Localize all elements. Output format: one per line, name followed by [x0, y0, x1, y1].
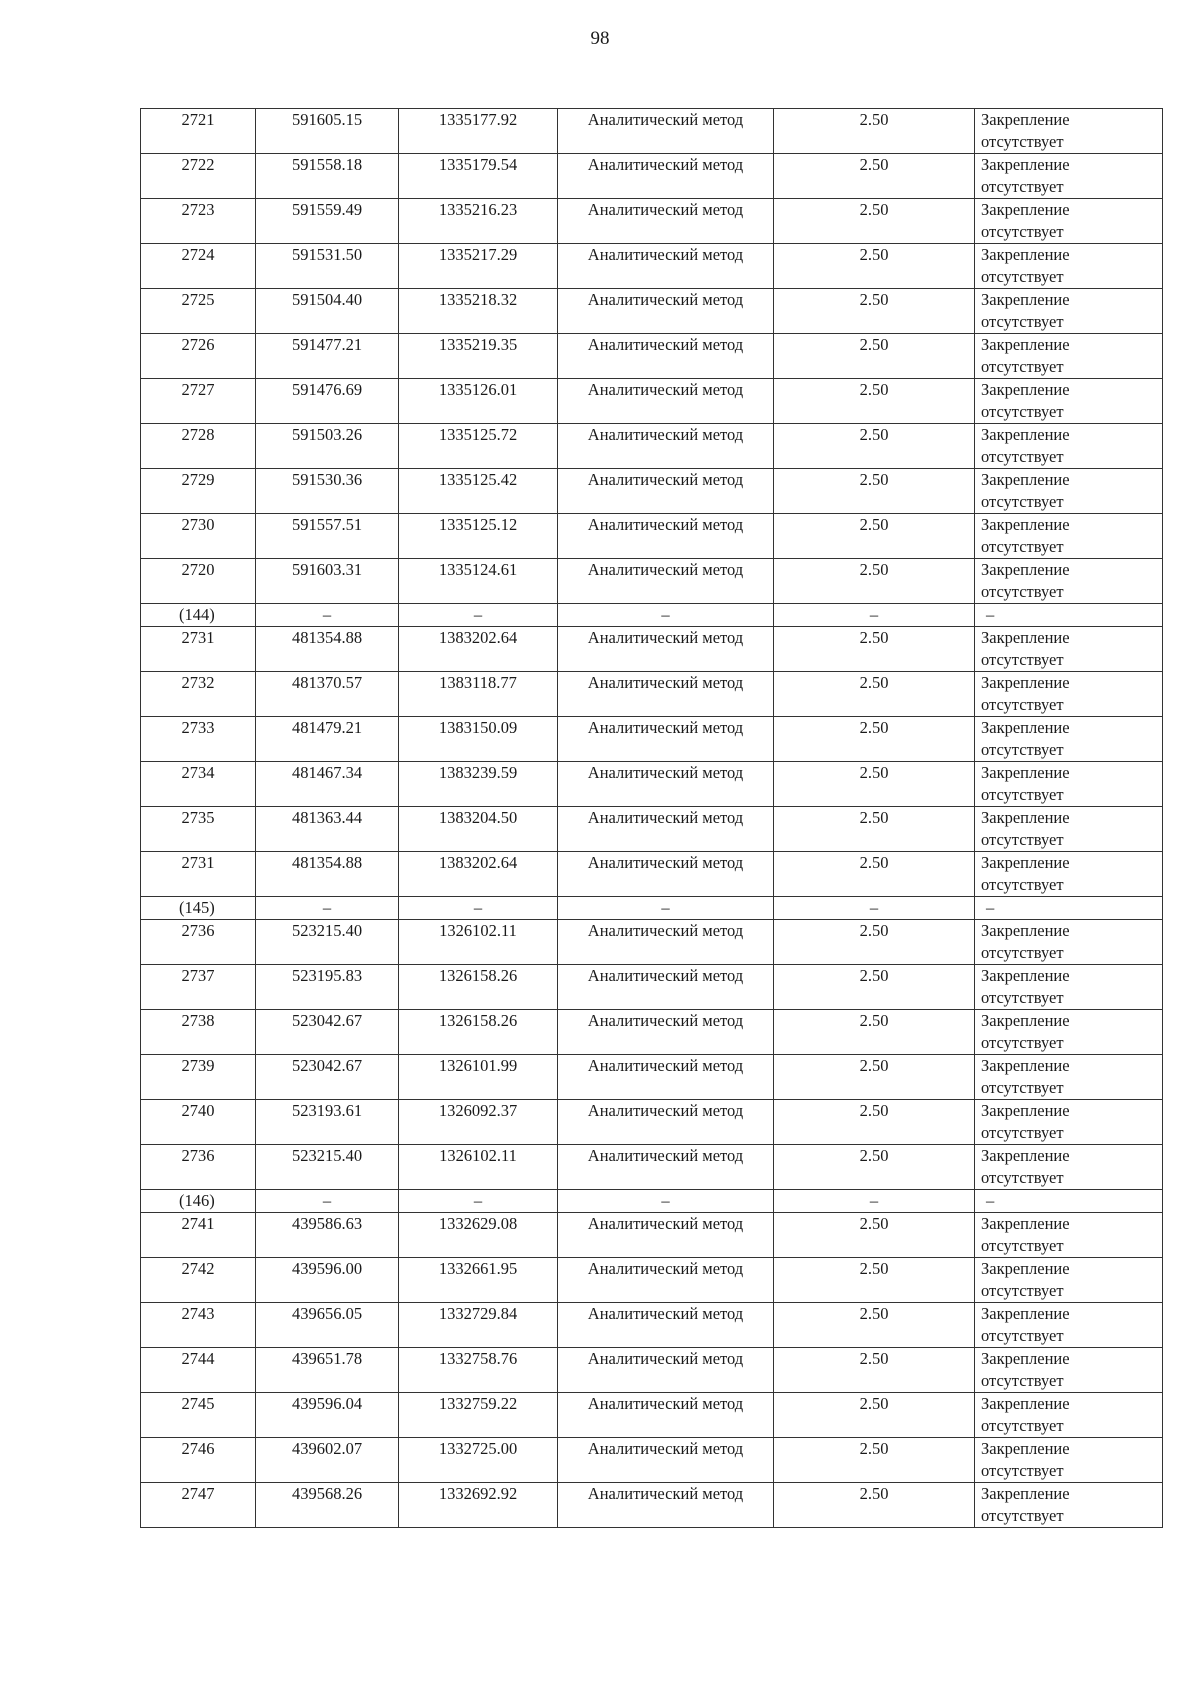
point-number-cell: 2736 — [141, 1145, 256, 1190]
x-coordinate-cell: 591558.18 — [256, 154, 399, 199]
point-number-cell: 2723 — [141, 199, 256, 244]
table-row — [141, 334, 1163, 379]
fixation-cell: Закрепление отсутствует — [975, 807, 1163, 852]
accuracy-cell: 2.50 — [774, 717, 975, 762]
y-coordinate-cell: 1326158.26 — [399, 1010, 558, 1055]
point-number-cell: 2731 — [141, 852, 256, 897]
y-coordinate-cell: – — [399, 1190, 558, 1213]
x-coordinate-cell: – — [256, 1190, 399, 1213]
method-cell: Аналитический метод — [558, 1258, 774, 1303]
table-row — [141, 154, 1163, 199]
fixation-cell: – — [975, 1190, 1163, 1213]
x-coordinate-cell: 591557.51 — [256, 514, 399, 559]
page-number: 98 — [590, 28, 610, 49]
accuracy-cell: – — [774, 1190, 975, 1213]
y-coordinate-cell: 1383150.09 — [399, 717, 558, 762]
method-cell: – — [558, 604, 774, 627]
y-coordinate-cell: 1335218.32 — [399, 289, 558, 334]
y-coordinate-cell: 1335125.12 — [399, 514, 558, 559]
point-number-cell: 2728 — [141, 424, 256, 469]
accuracy-cell: 2.50 — [774, 1145, 975, 1190]
accuracy-cell: 2.50 — [774, 154, 975, 199]
y-coordinate-cell: 1326092.37 — [399, 1100, 558, 1145]
x-coordinate-cell: – — [256, 897, 399, 920]
point-number-cell: (145) — [141, 897, 256, 920]
contour-separator-row — [141, 897, 1163, 920]
x-coordinate-cell: 591477.21 — [256, 334, 399, 379]
table-row — [141, 244, 1163, 289]
point-number-cell: 2736 — [141, 920, 256, 965]
y-coordinate-cell: 1335216.23 — [399, 199, 558, 244]
table-row — [141, 672, 1163, 717]
method-cell: Аналитический метод — [558, 514, 774, 559]
y-coordinate-cell: 1383239.59 — [399, 762, 558, 807]
coordinates-table — [140, 108, 1163, 1528]
point-number-cell: 2725 — [141, 289, 256, 334]
point-number-cell: 2722 — [141, 154, 256, 199]
method-cell: Аналитический метод — [558, 672, 774, 717]
table-row — [141, 807, 1163, 852]
fixation-cell: Закрепление отсутствует — [975, 762, 1163, 807]
point-number-cell: 2733 — [141, 717, 256, 762]
x-coordinate-cell: 439568.26 — [256, 1483, 399, 1528]
table-row — [141, 424, 1163, 469]
point-number-cell: 2738 — [141, 1010, 256, 1055]
point-number-cell: 2743 — [141, 1303, 256, 1348]
fixation-cell: Закрепление отсутствует — [975, 1303, 1163, 1348]
point-number-cell: 2747 — [141, 1483, 256, 1528]
fixation-cell: Закрепление отсутствует — [975, 469, 1163, 514]
table-row — [141, 1010, 1163, 1055]
x-coordinate-cell: 481467.34 — [256, 762, 399, 807]
accuracy-cell: 2.50 — [774, 965, 975, 1010]
contour-separator-row — [141, 1190, 1163, 1213]
fixation-cell: Закрепление отсутствует — [975, 514, 1163, 559]
accuracy-cell: 2.50 — [774, 1393, 975, 1438]
method-cell: Аналитический метод — [558, 1100, 774, 1145]
point-number-cell: 2734 — [141, 762, 256, 807]
accuracy-cell: 2.50 — [774, 1213, 975, 1258]
x-coordinate-cell: 591605.15 — [256, 109, 399, 154]
point-number-cell: 2721 — [141, 109, 256, 154]
fixation-cell: Закрепление отсутствует — [975, 1348, 1163, 1393]
point-number-cell: 2735 — [141, 807, 256, 852]
x-coordinate-cell: 591559.49 — [256, 199, 399, 244]
table-row — [141, 289, 1163, 334]
y-coordinate-cell: 1326102.11 — [399, 920, 558, 965]
x-coordinate-cell: 591530.36 — [256, 469, 399, 514]
fixation-cell: Закрепление отсутствует — [975, 1100, 1163, 1145]
accuracy-cell: 2.50 — [774, 424, 975, 469]
method-cell: Аналитический метод — [558, 154, 774, 199]
fixation-cell: Закрепление отсутствует — [975, 852, 1163, 897]
y-coordinate-cell: 1383204.50 — [399, 807, 558, 852]
accuracy-cell: 2.50 — [774, 627, 975, 672]
x-coordinate-cell: 481354.88 — [256, 627, 399, 672]
y-coordinate-cell: 1383202.64 — [399, 852, 558, 897]
table-row — [141, 717, 1163, 762]
method-cell: Аналитический метод — [558, 559, 774, 604]
fixation-cell: Закрепление отсутствует — [975, 1213, 1163, 1258]
y-coordinate-cell: 1326158.26 — [399, 965, 558, 1010]
y-coordinate-cell: – — [399, 897, 558, 920]
x-coordinate-cell: 591503.26 — [256, 424, 399, 469]
fixation-cell: Закрепление отсутствует — [975, 334, 1163, 379]
y-coordinate-cell: 1335179.54 — [399, 154, 558, 199]
accuracy-cell: 2.50 — [774, 1348, 975, 1393]
fixation-cell: Закрепление отсутствует — [975, 1010, 1163, 1055]
accuracy-cell: 2.50 — [774, 852, 975, 897]
accuracy-cell: 2.50 — [774, 514, 975, 559]
method-cell: Аналитический метод — [558, 199, 774, 244]
fixation-cell: Закрепление отсутствует — [975, 672, 1163, 717]
fixation-cell: Закрепление отсутствует — [975, 379, 1163, 424]
y-coordinate-cell: 1332758.76 — [399, 1348, 558, 1393]
method-cell: Аналитический метод — [558, 1055, 774, 1100]
table-row — [141, 1145, 1163, 1190]
point-number-cell: 2730 — [141, 514, 256, 559]
method-cell: Аналитический метод — [558, 1010, 774, 1055]
x-coordinate-cell: 481363.44 — [256, 807, 399, 852]
table-row — [141, 852, 1163, 897]
fixation-cell: Закрепление отсутствует — [975, 627, 1163, 672]
fixation-cell: Закрепление отсутствует — [975, 1055, 1163, 1100]
accuracy-cell: 2.50 — [774, 1303, 975, 1348]
table-row — [141, 965, 1163, 1010]
fixation-cell: Закрепление отсутствует — [975, 244, 1163, 289]
method-cell: Аналитический метод — [558, 807, 774, 852]
point-number-cell: 2746 — [141, 1438, 256, 1483]
x-coordinate-cell: 481370.57 — [256, 672, 399, 717]
x-coordinate-cell: 439651.78 — [256, 1348, 399, 1393]
method-cell: Аналитический метод — [558, 1348, 774, 1393]
method-cell: Аналитический метод — [558, 920, 774, 965]
method-cell: Аналитический метод — [558, 1303, 774, 1348]
fixation-cell: Закрепление отсутствует — [975, 717, 1163, 762]
y-coordinate-cell: 1335217.29 — [399, 244, 558, 289]
fixation-cell: Закрепление отсутствует — [975, 424, 1163, 469]
fixation-cell: Закрепление отсутствует — [975, 109, 1163, 154]
point-number-cell: (144) — [141, 604, 256, 627]
accuracy-cell: 2.50 — [774, 199, 975, 244]
method-cell: Аналитический метод — [558, 717, 774, 762]
fixation-cell: Закрепление отсутствует — [975, 154, 1163, 199]
point-number-cell: 2724 — [141, 244, 256, 289]
point-number-cell: 2720 — [141, 559, 256, 604]
accuracy-cell: 2.50 — [774, 334, 975, 379]
accuracy-cell: 2.50 — [774, 559, 975, 604]
y-coordinate-cell: 1326101.99 — [399, 1055, 558, 1100]
method-cell: Аналитический метод — [558, 762, 774, 807]
accuracy-cell: 2.50 — [774, 1010, 975, 1055]
method-cell: Аналитический метод — [558, 627, 774, 672]
accuracy-cell: – — [774, 604, 975, 627]
fixation-cell: Закрепление отсутствует — [975, 965, 1163, 1010]
y-coordinate-cell: 1335126.01 — [399, 379, 558, 424]
x-coordinate-cell: 523195.83 — [256, 965, 399, 1010]
method-cell: Аналитический метод — [558, 289, 774, 334]
method-cell: Аналитический метод — [558, 1145, 774, 1190]
x-coordinate-cell: 523215.40 — [256, 920, 399, 965]
x-coordinate-cell: 523215.40 — [256, 1145, 399, 1190]
point-number-cell: 2739 — [141, 1055, 256, 1100]
y-coordinate-cell: 1332692.92 — [399, 1483, 558, 1528]
accuracy-cell: 2.50 — [774, 1438, 975, 1483]
accuracy-cell: 2.50 — [774, 762, 975, 807]
method-cell: Аналитический метод — [558, 1438, 774, 1483]
fixation-cell: Закрепление отсутствует — [975, 920, 1163, 965]
table-row — [141, 1483, 1163, 1528]
fixation-cell: Закрепление отсутствует — [975, 199, 1163, 244]
x-coordinate-cell: 523042.67 — [256, 1055, 399, 1100]
table-row — [141, 1348, 1163, 1393]
fixation-cell: Закрепление отсутствует — [975, 1258, 1163, 1303]
accuracy-cell: 2.50 — [774, 1258, 975, 1303]
table-row — [141, 1055, 1163, 1100]
x-coordinate-cell: 523042.67 — [256, 1010, 399, 1055]
point-number-cell: 2731 — [141, 627, 256, 672]
y-coordinate-cell: 1332629.08 — [399, 1213, 558, 1258]
accuracy-cell: 2.50 — [774, 244, 975, 289]
y-coordinate-cell: 1335125.72 — [399, 424, 558, 469]
table-row — [141, 379, 1163, 424]
point-number-cell: 2732 — [141, 672, 256, 717]
y-coordinate-cell: 1326102.11 — [399, 1145, 558, 1190]
accuracy-cell: 2.50 — [774, 1055, 975, 1100]
fixation-cell: Закрепление отсутствует — [975, 1438, 1163, 1483]
x-coordinate-cell: 439596.04 — [256, 1393, 399, 1438]
table-row — [141, 762, 1163, 807]
table-row — [141, 559, 1163, 604]
coordinates-table-body — [141, 109, 1163, 1528]
y-coordinate-cell: 1335219.35 — [399, 334, 558, 379]
method-cell: Аналитический метод — [558, 334, 774, 379]
x-coordinate-cell: 591603.31 — [256, 559, 399, 604]
x-coordinate-cell: 591504.40 — [256, 289, 399, 334]
table-row — [141, 1303, 1163, 1348]
method-cell: – — [558, 1190, 774, 1213]
x-coordinate-cell: 591476.69 — [256, 379, 399, 424]
method-cell: Аналитический метод — [558, 1213, 774, 1258]
method-cell: Аналитический метод — [558, 109, 774, 154]
accuracy-cell: 2.50 — [774, 1100, 975, 1145]
point-number-cell: (146) — [141, 1190, 256, 1213]
table-row — [141, 1100, 1163, 1145]
method-cell: Аналитический метод — [558, 852, 774, 897]
y-coordinate-cell: 1335177.92 — [399, 109, 558, 154]
fixation-cell: Закрепление отсутствует — [975, 1145, 1163, 1190]
y-coordinate-cell: 1332661.95 — [399, 1258, 558, 1303]
method-cell: – — [558, 897, 774, 920]
x-coordinate-cell: 481479.21 — [256, 717, 399, 762]
point-number-cell: 2737 — [141, 965, 256, 1010]
method-cell: Аналитический метод — [558, 965, 774, 1010]
table-row — [141, 514, 1163, 559]
method-cell: Аналитический метод — [558, 379, 774, 424]
point-number-cell: 2741 — [141, 1213, 256, 1258]
fixation-cell: – — [975, 604, 1163, 627]
method-cell: Аналитический метод — [558, 469, 774, 514]
x-coordinate-cell: 439596.00 — [256, 1258, 399, 1303]
table-row — [141, 469, 1163, 514]
y-coordinate-cell: 1335124.61 — [399, 559, 558, 604]
x-coordinate-cell: 523193.61 — [256, 1100, 399, 1145]
point-number-cell: 2744 — [141, 1348, 256, 1393]
method-cell: Аналитический метод — [558, 1393, 774, 1438]
table-row — [141, 1213, 1163, 1258]
accuracy-cell: 2.50 — [774, 672, 975, 717]
accuracy-cell: 2.50 — [774, 1483, 975, 1528]
y-coordinate-cell: 1332729.84 — [399, 1303, 558, 1348]
y-coordinate-cell: 1332759.22 — [399, 1393, 558, 1438]
table-row — [141, 199, 1163, 244]
fixation-cell: Закрепление отсутствует — [975, 289, 1163, 334]
table-row — [141, 1258, 1163, 1303]
y-coordinate-cell: 1332725.00 — [399, 1438, 558, 1483]
point-number-cell: 2742 — [141, 1258, 256, 1303]
method-cell: Аналитический метод — [558, 1483, 774, 1528]
y-coordinate-cell: 1335125.42 — [399, 469, 558, 514]
fixation-cell: Закрепление отсутствует — [975, 1483, 1163, 1528]
point-number-cell: 2727 — [141, 379, 256, 424]
point-number-cell: 2726 — [141, 334, 256, 379]
y-coordinate-cell: 1383202.64 — [399, 627, 558, 672]
table-row — [141, 920, 1163, 965]
method-cell: Аналитический метод — [558, 244, 774, 289]
accuracy-cell: 2.50 — [774, 807, 975, 852]
method-cell: Аналитический метод — [558, 424, 774, 469]
accuracy-cell: 2.50 — [774, 469, 975, 514]
y-coordinate-cell: – — [399, 604, 558, 627]
x-coordinate-cell: 481354.88 — [256, 852, 399, 897]
x-coordinate-cell: 591531.50 — [256, 244, 399, 289]
accuracy-cell: 2.50 — [774, 920, 975, 965]
x-coordinate-cell: 439656.05 — [256, 1303, 399, 1348]
x-coordinate-cell: 439586.63 — [256, 1213, 399, 1258]
point-number-cell: 2740 — [141, 1100, 256, 1145]
fixation-cell: Закрепление отсутствует — [975, 1393, 1163, 1438]
point-number-cell: 2745 — [141, 1393, 256, 1438]
point-number-cell: 2729 — [141, 469, 256, 514]
accuracy-cell: 2.50 — [774, 379, 975, 424]
accuracy-cell: 2.50 — [774, 289, 975, 334]
y-coordinate-cell: 1383118.77 — [399, 672, 558, 717]
table-row — [141, 627, 1163, 672]
accuracy-cell: 2.50 — [774, 109, 975, 154]
x-coordinate-cell: 439602.07 — [256, 1438, 399, 1483]
accuracy-cell: – — [774, 897, 975, 920]
x-coordinate-cell: – — [256, 604, 399, 627]
fixation-cell: – — [975, 897, 1163, 920]
fixation-cell: Закрепление отсутствует — [975, 559, 1163, 604]
table-row — [141, 109, 1163, 154]
contour-separator-row — [141, 604, 1163, 627]
table-row — [141, 1438, 1163, 1483]
table-row — [141, 1393, 1163, 1438]
